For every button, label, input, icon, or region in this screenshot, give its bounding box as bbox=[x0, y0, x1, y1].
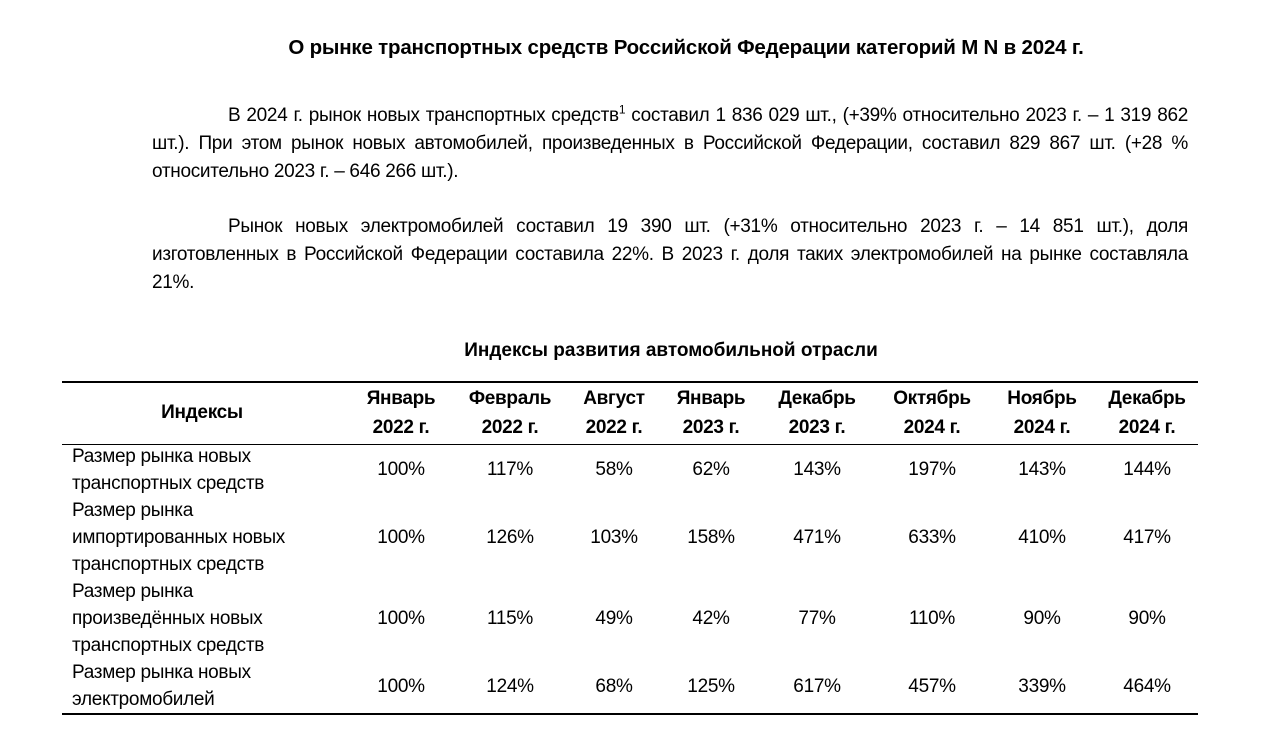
column-header-year: 2024 г. bbox=[1013, 417, 1071, 438]
row-label-1 bbox=[72, 443, 342, 497]
row-label-line: транспортных средств bbox=[72, 554, 265, 575]
table-cell-value: 100% bbox=[377, 527, 425, 548]
table-cell-value: 58% bbox=[595, 459, 633, 480]
table-cell-value: 197% bbox=[908, 459, 956, 480]
column-header-month: Январь bbox=[676, 388, 746, 409]
row-label-line: произведённых новых bbox=[72, 608, 263, 629]
table-cell-value: 471% bbox=[793, 527, 841, 548]
table-cell-value: 100% bbox=[377, 608, 425, 629]
row-label-line: Размер рынка новых bbox=[72, 662, 251, 683]
table-cell-value: 100% bbox=[377, 676, 425, 697]
column-header-5 bbox=[757, 384, 877, 442]
column-header-month: Октябрь bbox=[893, 388, 971, 409]
row-label-4 bbox=[72, 659, 342, 713]
column-header-month: Декабрь bbox=[1108, 388, 1186, 409]
column-header-1 bbox=[341, 384, 461, 442]
table-cell-value: 617% bbox=[793, 676, 841, 697]
table-title: Индексы развития автомобильной отрасли bbox=[464, 340, 878, 361]
footnote-marker: 1 bbox=[618, 102, 626, 117]
table-cell-value: 90% bbox=[1128, 608, 1166, 629]
row-label-line: транспортных средств bbox=[72, 635, 265, 656]
table-cell-value: 62% bbox=[692, 459, 730, 480]
column-header-year: 2022 г. bbox=[481, 417, 539, 438]
table-cell-value: 117% bbox=[487, 459, 533, 480]
row-label-line: импортированных новых bbox=[72, 527, 286, 548]
table-cell-value: 124% bbox=[486, 676, 534, 697]
table-cell-value: 103% bbox=[590, 527, 638, 548]
table-cell-value: 339% bbox=[1018, 676, 1066, 697]
table-cell-value: 126% bbox=[486, 527, 534, 548]
table-cell-value: 410% bbox=[1018, 527, 1066, 548]
table-cell-value: 42% bbox=[692, 608, 730, 629]
column-header-year: 2023 г. bbox=[682, 417, 740, 438]
table-cell-value: 100% bbox=[377, 459, 425, 480]
column-header-year: 2022 г. bbox=[372, 417, 430, 438]
column-header-6 bbox=[872, 384, 992, 442]
column-header-month: Ноябрь bbox=[1007, 388, 1077, 409]
column-header-year: 2024 г. bbox=[1118, 417, 1176, 438]
table-cell-value: 125% bbox=[687, 676, 735, 697]
column-header-year: 2022 г. bbox=[585, 417, 643, 438]
row-label-line: электромобилей bbox=[72, 689, 215, 710]
paragraph-market-size-text-a: В 2024 г. рынок новых транспортных средств bbox=[228, 105, 619, 126]
column-header-month: Февраль bbox=[468, 388, 552, 409]
column-header-year: 2023 г. bbox=[788, 417, 846, 438]
document-title: О рынке транспортных средств Российской Федерации категорий M N в 2024 г. bbox=[288, 36, 1084, 59]
table-cell-value: 90% bbox=[1023, 608, 1061, 629]
table-cell-value: 143% bbox=[793, 459, 841, 480]
table-header-indices: Индексы bbox=[161, 402, 243, 423]
column-header-8 bbox=[1087, 384, 1207, 442]
paragraph-electric-vehicles: Рынок новых электромобилей составил 19 390 шт. (+31% относительно 2023 г. – 14 851 шт.), доля изготовленных в Российской Федерации составила 22%. В 2023 г. доля таких электромобилей на рынке составляла 21%. bbox=[152, 216, 1188, 293]
table-cell-value: 77% bbox=[798, 608, 836, 629]
column-header-year: 2024 г. bbox=[903, 417, 961, 438]
table-cell-value: 457% bbox=[908, 676, 956, 697]
table-cell-value: 144% bbox=[1123, 459, 1171, 480]
column-header-month: Август bbox=[583, 388, 645, 409]
table-cell-value: 68% bbox=[595, 676, 633, 697]
table-top-rule bbox=[62, 381, 1198, 383]
table-cell-value: 417% bbox=[1123, 527, 1171, 548]
row-label-2 bbox=[72, 497, 342, 578]
table-cell-value: 633% bbox=[908, 527, 956, 548]
row-label-line: Размер рынка новых bbox=[72, 446, 251, 467]
column-header-4 bbox=[651, 384, 771, 442]
table-bottom-rule bbox=[62, 713, 1198, 715]
row-label-3 bbox=[72, 578, 342, 659]
row-label-line: транспортных средств bbox=[72, 473, 265, 494]
table-cell-value: 464% bbox=[1123, 676, 1171, 697]
table-cell-value: 110% bbox=[909, 608, 955, 629]
table-cell-value: 158% bbox=[687, 527, 735, 548]
paragraph-market-size bbox=[152, 102, 1188, 186]
column-header-2 bbox=[450, 384, 570, 442]
table-cell-value: 49% bbox=[595, 608, 633, 629]
table-cell-value: 143% bbox=[1018, 459, 1066, 480]
paragraph-market-size-text-b: составил 1 836 029 шт., (+39% относительно 2023 г. – 1 319 862 шт.). При этом рынок новых автомобилей, произведенных в Российской Федерации, составил 829 867 шт. (+28 % относительно 2023 г. – 646 266 шт.). bbox=[152, 105, 1189, 182]
column-header-month: Декабрь bbox=[778, 388, 856, 409]
column-header-month: Январь bbox=[366, 388, 436, 409]
row-label-line: Размер рынка bbox=[72, 581, 193, 602]
column-header-7 bbox=[982, 384, 1102, 442]
table-cell-value: 115% bbox=[487, 608, 533, 629]
row-label-line: Размер рынка bbox=[72, 500, 193, 521]
